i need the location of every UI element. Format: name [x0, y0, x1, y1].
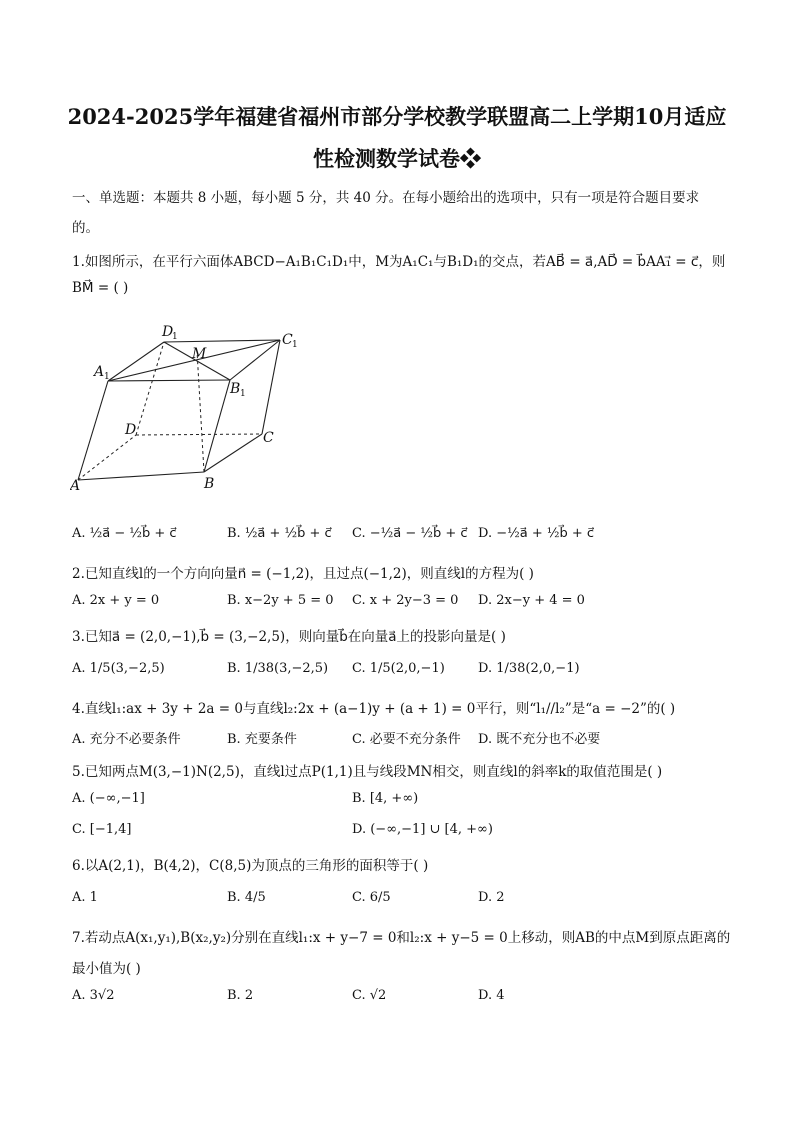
q7-option-a: A. 3√2: [72, 988, 115, 1003]
q7-option-b: B. 2: [227, 988, 254, 1003]
q3-stem: 3.已知a⃗ = (2,0,−1),b⃗ = (3,−2,5)，则向量b⃗在向量a⃗上的投影向量是( ): [72, 629, 506, 645]
q1-option-d: D. −½a⃗ + ½b⃗ + c⃗: [478, 526, 594, 541]
vertex-label-C: C: [263, 430, 274, 446]
q1-option-a: A. ½a⃗ − ½b⃗ + c⃗: [72, 526, 177, 541]
q5-option-b: B. [4, +∞): [352, 791, 419, 806]
title-line-1: 2024-2025学年福建省福州市部分学校教学联盟高二上学期10月适应: [67, 104, 727, 129]
q6-option-c: C. 6/5: [352, 890, 391, 905]
q7-option-d: D. 4: [478, 988, 505, 1003]
q7-option-c: C. √2: [352, 988, 387, 1003]
parallelepiped-figure: [70, 318, 306, 496]
q1-option-b: B. ½a⃗ + ½b⃗ + c⃗: [227, 526, 332, 541]
q1-stem-line-1: 1.如图所示，在平行六面体ABCD−A₁B₁C₁D₁中，M为A₁C₁与B₁D₁的交点，若AB⃗ = a⃗,AD⃗ = b⃗AA₁⃗ = c⃗，则: [72, 254, 726, 270]
q5-option-d: D. (−∞,−1] ∪ [4, +∞): [352, 822, 493, 837]
q3-option-b: B. 1/38(3,−2,5): [227, 661, 329, 676]
q7-stem-line-1: 7.若动点A(x₁,y₁),B(x₂,y₂)分别在直线l₁:x + y−7 = 0和l₂:x + y−5 = 0上移动，则AB的中点M到原点距离的: [72, 930, 731, 946]
vertex-label-D1: D: [162, 324, 174, 340]
q4-option-a: A. 充分不必要条件: [72, 732, 181, 747]
q4-stem: 4.直线l₁:ax + 3y + 2a = 0与直线l₂:2x + (a−1)y + (a + 1) = 0平行，则“l₁//l₂”是“a = −2”的( ): [72, 701, 676, 717]
q1-option-c: C. −½a⃗ − ½b⃗ + c⃗: [352, 526, 468, 541]
q7-stem-line-2: 最小值为( ): [72, 961, 141, 977]
q5-option-a: A. (−∞,−1]: [72, 791, 145, 806]
vertex-label-C1-sub: 1: [292, 340, 298, 350]
title-line-2: 性检测数学试卷❖: [313, 146, 481, 171]
q2-option-c: C. x + 2y−3 = 0: [352, 593, 459, 608]
vertex-label-B1-sub: 1: [240, 389, 246, 399]
vertex-label-B1: B: [230, 381, 241, 397]
q6-option-d: D. 2: [478, 890, 505, 905]
vertex-label-D: D: [125, 422, 137, 438]
q2-option-b: B. x−2y + 5 = 0: [227, 593, 334, 608]
point-label-M: M: [192, 346, 207, 362]
q2-option-d: D. 2x−y + 4 = 0: [478, 593, 585, 608]
vertex-label-A: A: [70, 478, 81, 494]
q5-option-c: C. [−1,4]: [72, 822, 132, 837]
vertex-label-C1: C: [282, 332, 293, 348]
q2-option-a: A. 2x + y = 0: [72, 593, 160, 608]
q2-stem: 2.已知直线l的一个方向向量n⃗ = (−1,2)，且过点(−1,2)，则直线l的方程为( ): [72, 566, 534, 582]
q4-option-b: B. 充要条件: [227, 732, 297, 747]
section-heading-line-2: 的。: [72, 220, 99, 236]
q6-option-b: B. 4/5: [227, 890, 266, 905]
q6-option-a: A. 1: [72, 890, 98, 905]
vertex-label-D1-sub: 1: [172, 332, 178, 342]
q3-option-a: A. 1/5(3,−2,5): [72, 661, 165, 676]
q1-stem-line-2: BM⃗ = ( ): [72, 280, 129, 296]
vertex-label-B: B: [204, 476, 215, 492]
section-heading-line-1: 一、单选题：本题共 8 小题，每小题 5 分，共 40 分。在每小题给出的选项中，只有一项是符合题目要求: [72, 190, 700, 206]
vertex-label-A1: A: [94, 364, 105, 380]
parallelepiped-diagram: [70, 318, 306, 496]
q6-stem: 6.以A(2,1)，B(4,2)，C(8,5)为顶点的三角形的面积等于( ): [72, 858, 429, 874]
vertex-label-A1-sub: 1: [104, 372, 110, 382]
q4-option-c: C. 必要不充分条件: [352, 732, 461, 747]
q4-option-d: D. 既不充分也不必要: [478, 732, 601, 747]
q3-option-d: D. 1/38(2,0,−1): [478, 661, 580, 676]
q3-option-c: C. 1/5(2,0,−1): [352, 661, 445, 676]
q5-stem: 5.已知两点M(3,−1)N(2,5)，直线l过点P(1,1)且与线段MN相交，则直线l的斜率k的取值范围是( ): [72, 764, 663, 780]
